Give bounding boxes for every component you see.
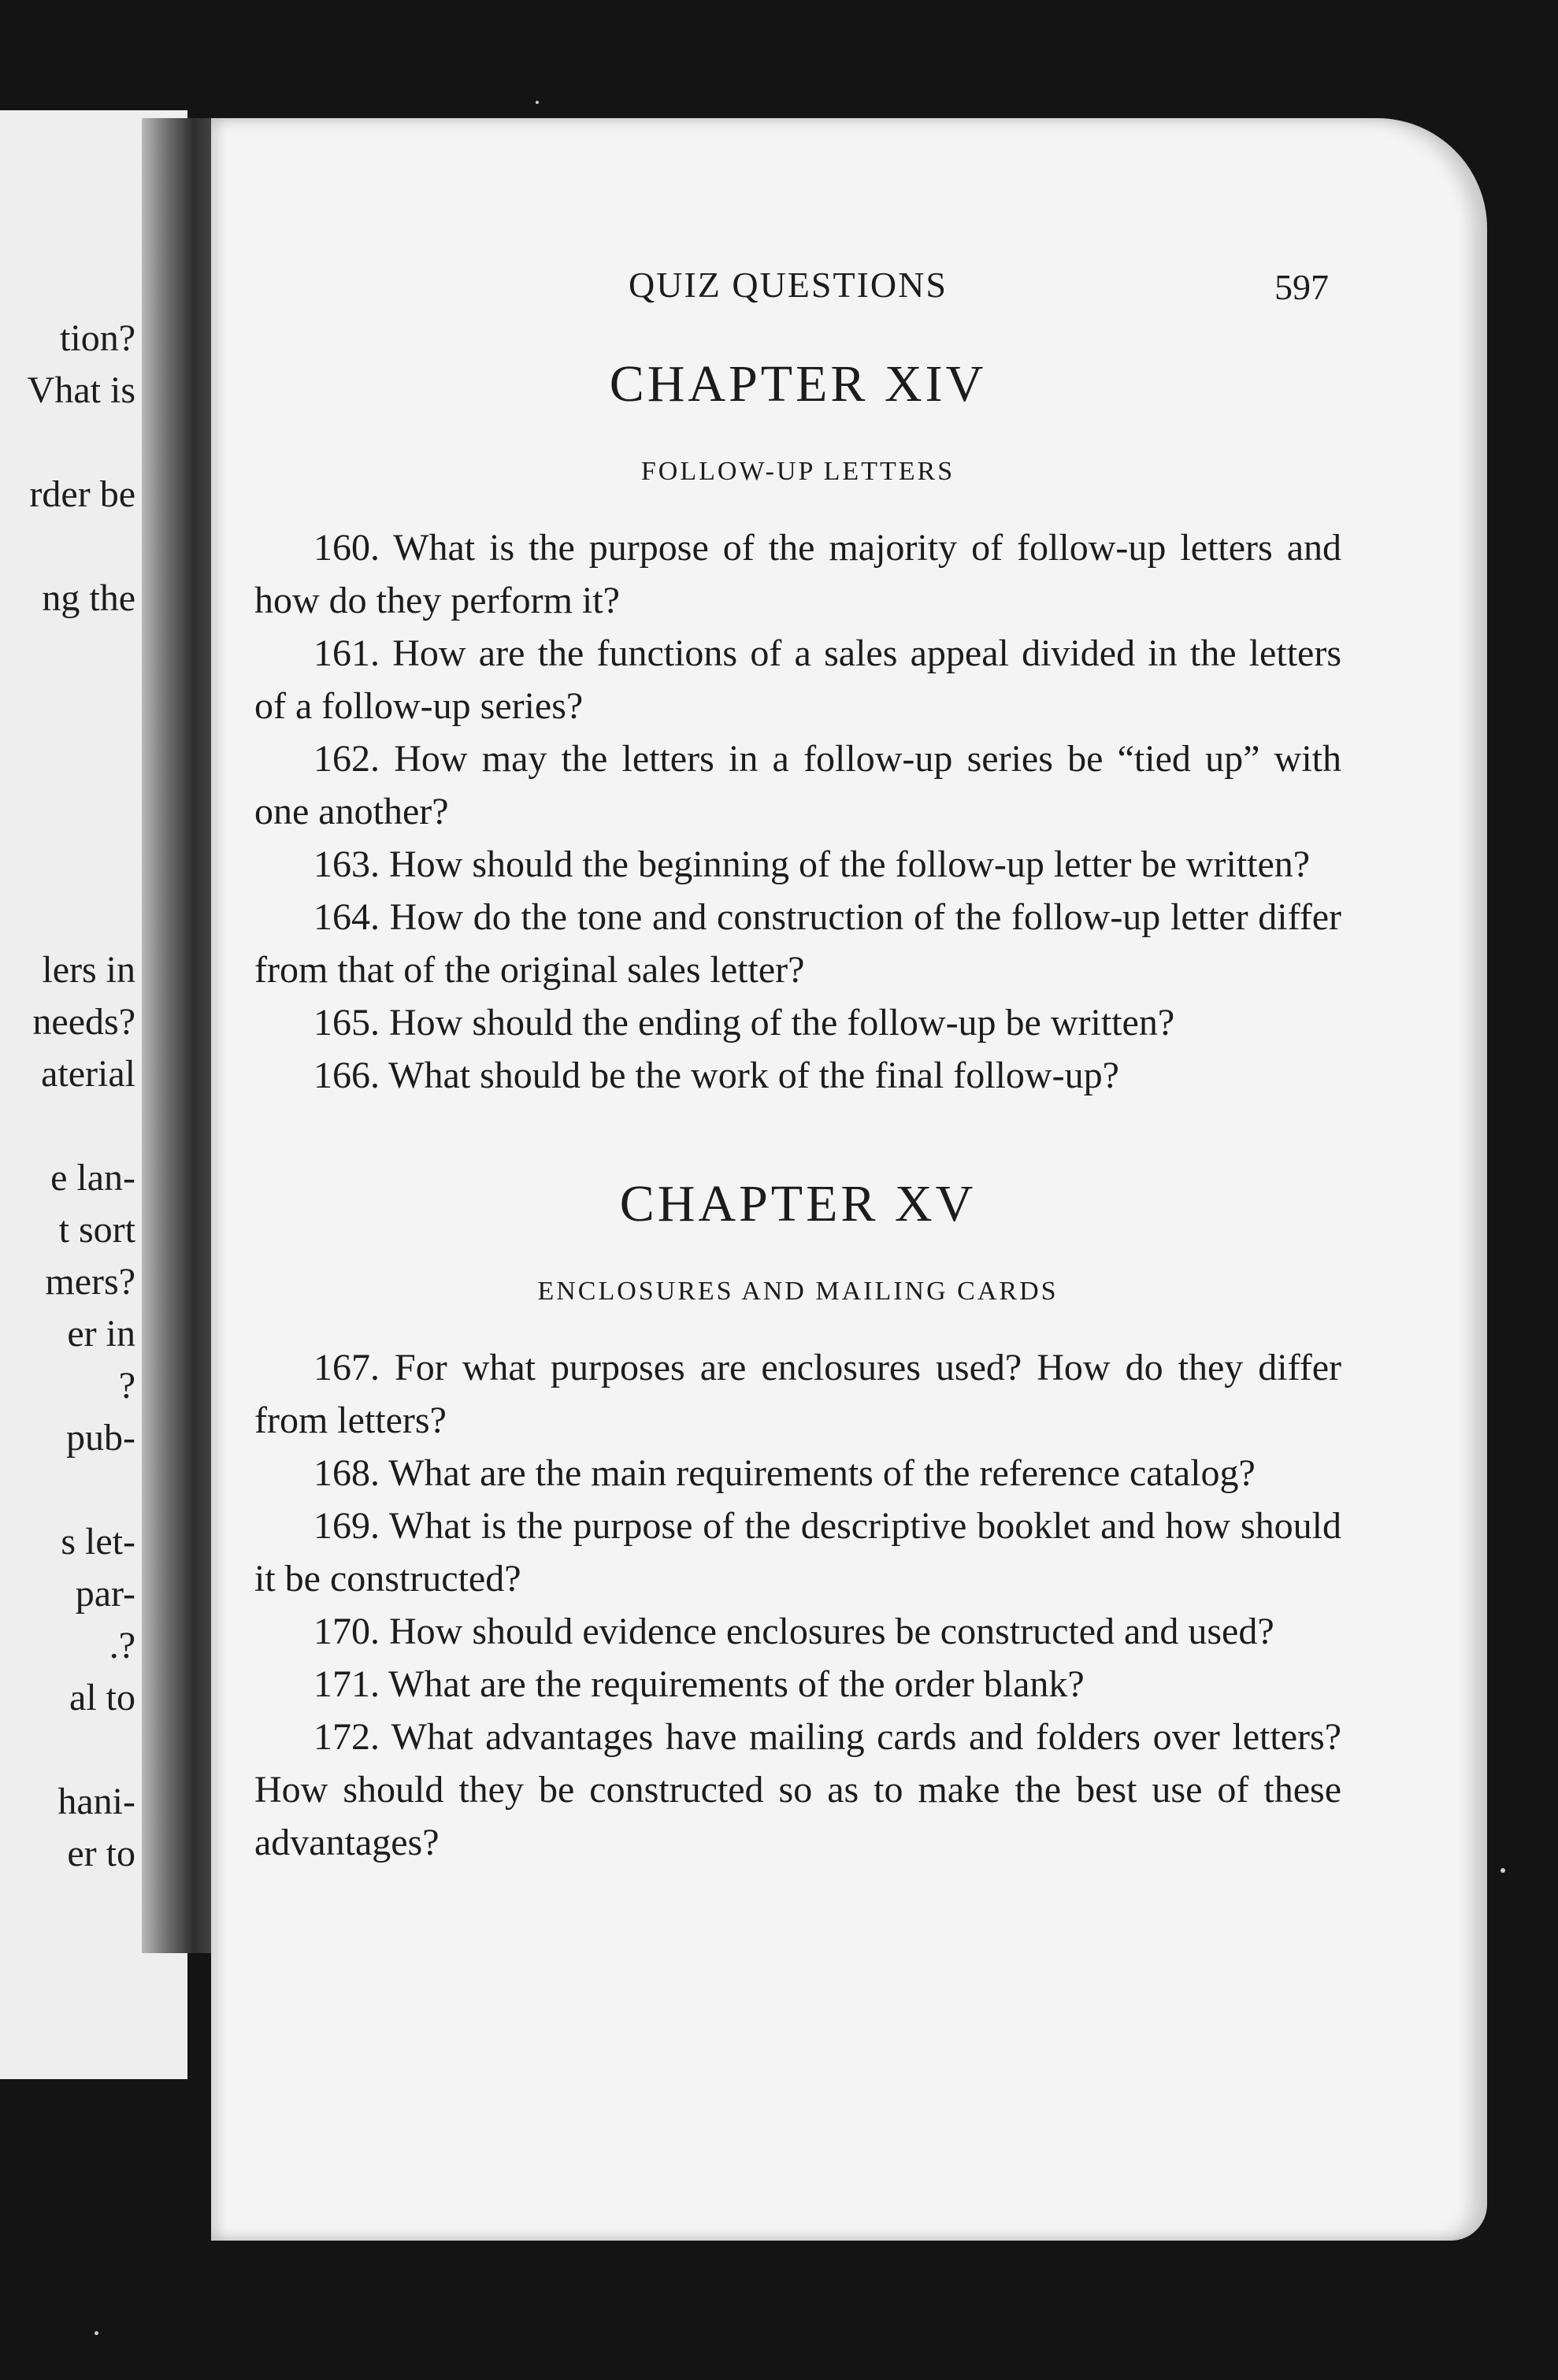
page-body [254,354,1341,1869]
chapter-section [254,354,1341,1102]
previous-page-text: er to [67,1833,135,1874]
quiz-question: 171. What are the requirements of the order blank? [313,1663,1085,1705]
quiz-question: 163. How should the beginning of the follow-up letter be written? [313,843,1311,885]
dust-speck [95,2331,98,2335]
quiz-question: 170. How should evidence enclosures be constructed and used? [313,1611,1274,1652]
previous-page-text: par- [75,1573,135,1614]
previous-page-text: mers? [45,1261,135,1303]
book-page [211,118,1487,2241]
previous-page-text: needs? [32,1001,135,1043]
dust-speck [536,101,539,104]
previous-page-text: ? [118,1365,135,1407]
quiz-question: 172. What advantages have mailing cards and folders over letters? How should they be constructed so as to make the best use of these advantages? [254,1716,1341,1863]
previous-page-text: ng the [42,577,135,619]
previous-page-text: t sort [58,1209,135,1251]
previous-page-text: hani- [57,1781,135,1822]
previous-page-text: aterial [41,1053,135,1095]
dust-speck [1501,1868,1505,1873]
chapter-section [254,1174,1341,1869]
previous-page-text: s let- [61,1521,135,1563]
running-head: QUIZ QUESTIONS [629,265,948,305]
chapter-subheading: ENCLOSURES AND MAILING CARDS [537,1277,1059,1306]
previous-page-text: rder be [29,473,135,515]
quiz-question: 162. How may the letters in a follow-up series be “tied up” with one another? [254,738,1341,832]
previous-page-text: Vhat is [27,369,135,411]
previous-page-text: e lan- [50,1157,135,1199]
quiz-question: 164. How do the tone and construction of the follow-up letter differ from that of the original sales letter? [254,896,1341,991]
quiz-question: 168. What are the main requirements of the reference catalog? [313,1452,1256,1494]
quiz-question: 161. How are the functions of a sales appeal divided in the letters of a follow-up series? [254,632,1341,727]
page-number: 597 [1274,267,1329,307]
previous-page-text: al to [69,1677,135,1718]
chapter-subheading: FOLLOW-UP LETTERS [640,457,955,486]
previous-page-text: tion? [60,317,135,359]
chapter-heading: CHAPTER XIV [609,355,987,413]
previous-page-text: .? [109,1625,135,1666]
quiz-question: 169. What is the purpose of the descriptive booklet and how should it be constructed? [254,1505,1341,1600]
previous-page-text: er in [67,1313,135,1355]
chapter-heading: CHAPTER XV [619,1175,977,1233]
quiz-question: 166. What should be the work of the final follow-up? [313,1055,1119,1096]
previous-page-text: pub- [66,1417,135,1459]
quiz-question: 165. How should the ending of the follow-up be written? [313,1002,1175,1044]
previous-page-text: lers in [42,949,135,991]
quiz-question: 167. For what purposes are enclosures used? How do they differ from letters? [254,1347,1341,1441]
quiz-question: 160. What is the purpose of the majority of follow-up letters and how do they perform it? [254,527,1341,621]
